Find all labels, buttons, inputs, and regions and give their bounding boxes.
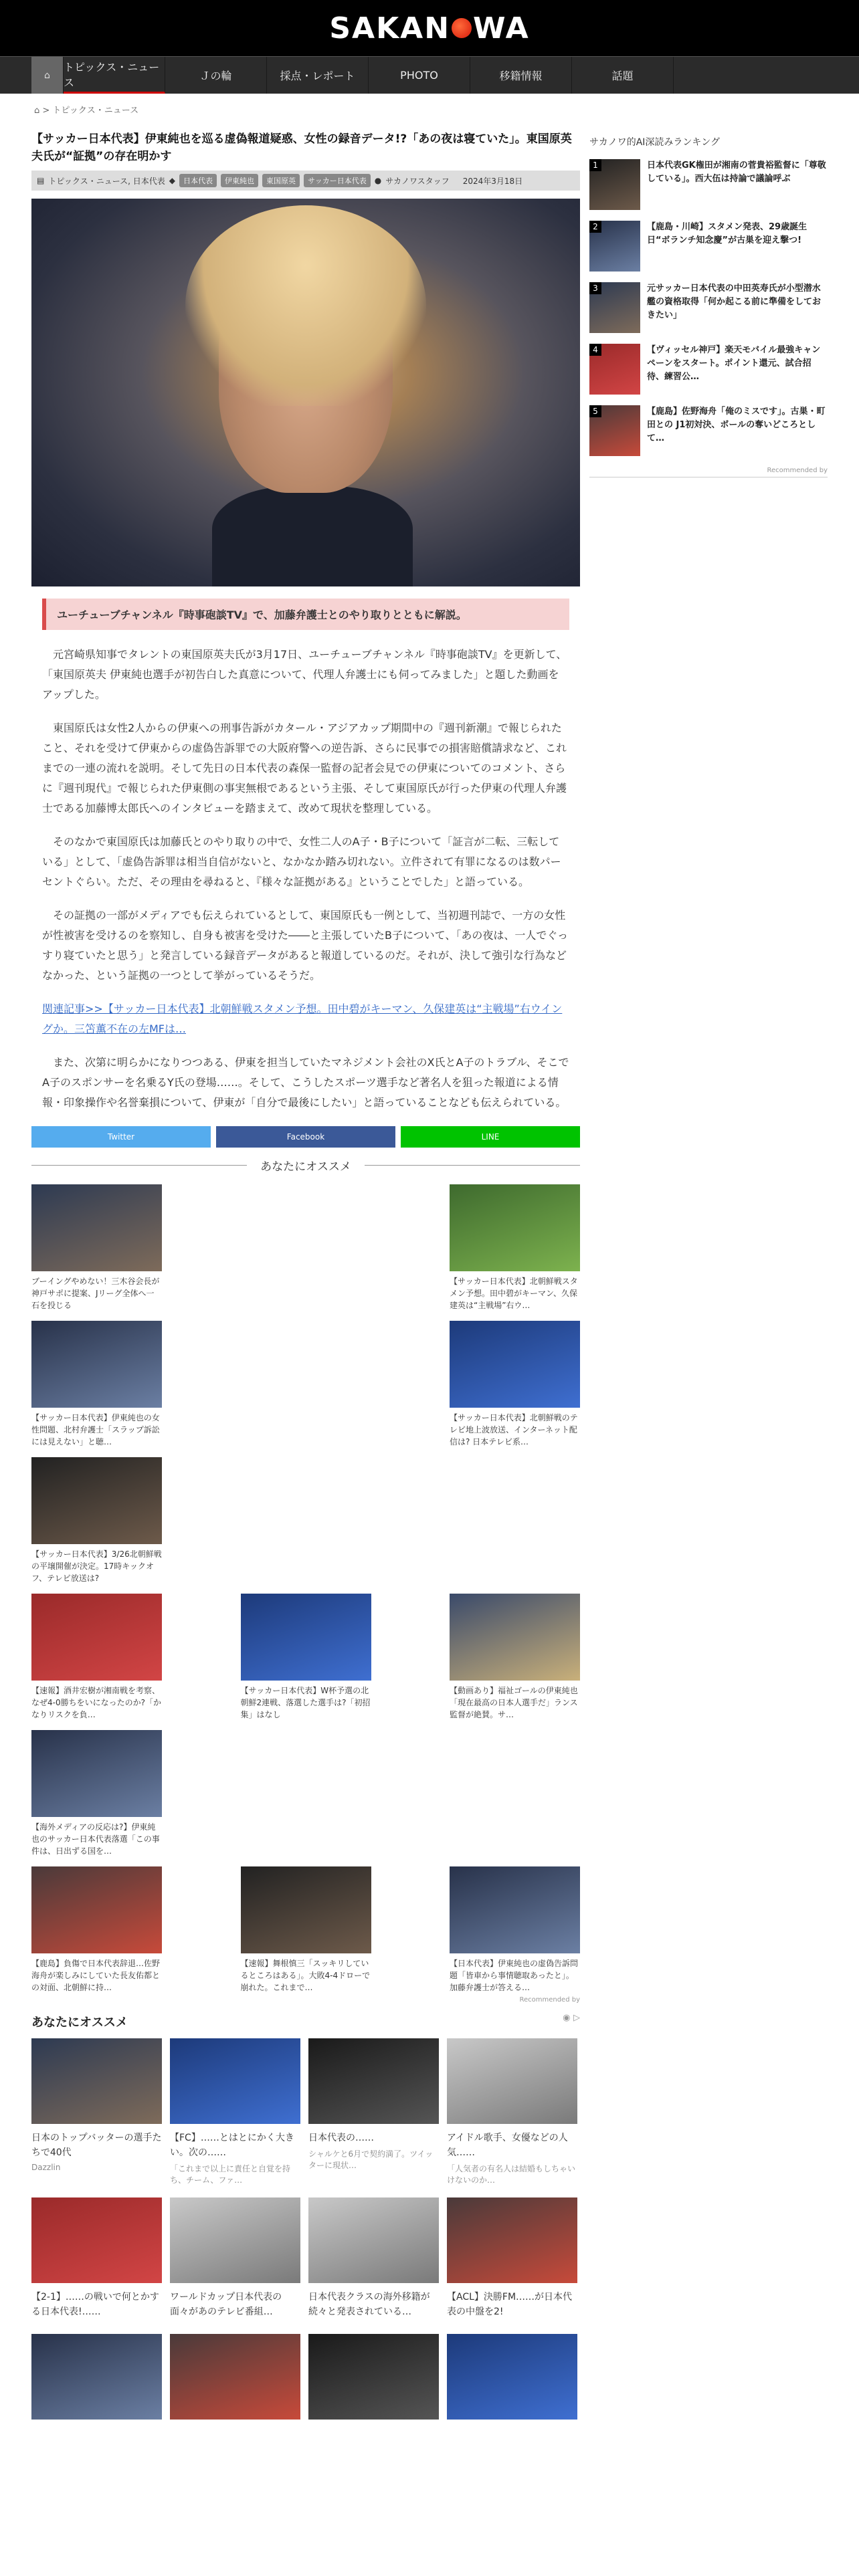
article-category[interactable]: トピックス・ニュース, 日本代表 [48, 176, 165, 186]
nav-item-j[interactable]: Ｊの輪 [165, 57, 267, 94]
nav-item-topic[interactable]: 話題 [572, 57, 674, 94]
article-column [31, 94, 580, 2420]
recommend-card[interactable]: 【日本代表】伊東純也の虚偽告訴問題「皆車から事情聴取あったと」。加藤弁護士が答える… [450, 1866, 580, 1995]
site-logo[interactable]: SAKAN WA [329, 11, 530, 45]
paragraph: 東国原氏は女性2人からの伊東への刑事告訴がカタール・アジアカップ期間中の『週刊新潮』で報じられたこと、それを受けて伊東からの虚偽告訴罪での大阪府警への逆告訴、さらに民事での損害賠償請求など、これまでの一連の流れを説明。そして先日の日本代表の森保一監督の記者会見での伊東についてのコメント、さらに『週刊現代』で報じられた伊東側の事実無根であるという主張、そして東国原氏が行った伊東の代理人弁護士である加藤博太郎氏へのインタビューを踏まえて、改めて現状を整理している。 [42, 722, 567, 815]
user-icon: ● [374, 176, 382, 185]
ranking-item[interactable]: 3 元サッカー日本代表の中田英寿氏が小型潜水艦の資格取得「何か起こる前に準備をしておきたい」 [589, 282, 828, 333]
ad-card[interactable] [447, 2334, 577, 2420]
sidebar-recommend-by: Recommended by [589, 467, 828, 477]
recommend-grid [31, 1184, 580, 1995]
tag[interactable]: 日本代表 [179, 174, 217, 187]
sidebar [589, 94, 828, 2420]
main-nav [0, 56, 859, 94]
paragraph: そのなかで東国原氏は加藤氏とのやり取りの中で、女性二人のA子・B子について「証言が二転、三転している」として、「虚偽告訴罪は相当自信がないと、なかなか踏み切れない。立件されて有罪になるのは数パーセントぐらい。ただ、その理由を尋ねると、『様々な証拠がある』ということでした」と語っている。 [42, 835, 561, 888]
ad-card[interactable]: アイドル歌手、女優などの人気…… 「人気者の有名人は結婚もしちゃいけないのか… [447, 2038, 577, 2185]
ad-card[interactable]: 日本のトップバッターの選手たちで40代 Dazzlin [31, 2038, 162, 2185]
article-lead: ユーチューブチャンネル『時事砲談TV』で、加藤弁護士とのやり取りとともに解説。 [42, 599, 569, 630]
recommend-card[interactable]: 【サッカー日本代表】3/26北朝鮮戦の平壌開催が決定。17時キックオフ、テレビ放送は? [31, 1457, 162, 1586]
nav-home-icon[interactable]: ⌂ [31, 57, 64, 94]
tag[interactable]: 東国原英 [262, 174, 300, 187]
recommend-heading: あなたにオススメ [31, 1157, 580, 1174]
ad-card[interactable]: 【ACL】決勝FM……が日本代表の中盤を2! [447, 2197, 577, 2322]
recommend-by: Recommended by [519, 1996, 580, 2004]
recommend-card[interactable]: 【速報】舞根慎三「スッキリしているところはある」。大敗4-4ドローで崩れた。これまで… [241, 1866, 371, 1995]
ad-card[interactable]: 【2-1】……の戦いで何とかする日本代表!…… [31, 2197, 162, 2322]
breadcrumb[interactable]: ⌂ > トピックス・ニュース [34, 106, 139, 116]
nav-item-topics[interactable]: トピックス・ニュース [64, 57, 165, 94]
recommend-card[interactable]: 【サッカー日本代表】W杯予選の北朝鮮2連戦、落選した選手は?「初招集」はなし [241, 1594, 371, 1722]
ad-card[interactable] [170, 2334, 300, 2420]
related-article-link[interactable]: 関連記事>>【サッカー日本代表】北朝鮮戦スタメン予想。田中碧がキーマン、久保建英は“主戦場”右ウイングか。三笘薫不在の左MFは… [42, 1002, 563, 1035]
recommend-card[interactable]: 【速報】酒井宏樹が湘南戦を考察、なぜ4-0勝ちをいになったのか?「かなりリスクを負… [31, 1594, 162, 1722]
share-line-button[interactable]: LINE [401, 1126, 580, 1148]
recommend-card[interactable]: 【サッカー日本代表】北朝鮮戦スタメン予想。田中碧がキーマン、久保建英は“主戦場”右ウ… [450, 1184, 580, 1313]
folder-icon: ▤ [37, 176, 45, 185]
tag[interactable]: サッカー日本代表 [304, 174, 371, 187]
paragraph: 元宮崎県知事でタレントの東国原英夫氏が3月17日、ユーチューブチャンネル『時事砲談TV』を更新して、「東国原英夫 伊東純也選手が初告白した真意について、代理人弁護士にも伺ってみました」と題した動画をアップした。 [42, 648, 567, 701]
ad-card[interactable]: 【FC】……とはとにかく大きい。次の…… 「これまで以上に責任と自覚を持ち、チーム、ファ… [170, 2038, 300, 2185]
ads-grid [31, 2038, 580, 2420]
sidebar-title: サカノワ的AI深読みランキング [589, 137, 721, 148]
ad-card[interactable] [31, 2334, 162, 2420]
ad-card[interactable] [308, 2334, 439, 2420]
recommend-card[interactable]: 【動画あり】福祉ゴールの伊東純也「現在最高の日本人選手だ」ランス監督が絶賛。サ… [450, 1594, 580, 1722]
nav-item-transfer[interactable]: 移籍情報 [470, 57, 572, 94]
hero-image [31, 199, 580, 586]
article-body [31, 645, 580, 1113]
article-date: 2024年3月18日 [462, 176, 523, 186]
ad-card[interactable]: 日本代表の…… シャルケと6月で契約満了。ツイッターに現状… [308, 2038, 439, 2185]
nav-item-photo[interactable]: PHOTO [369, 57, 470, 94]
article-meta [31, 171, 580, 191]
ad-card[interactable]: 日本代表クラスの海外移籍が続々と発表されている… [308, 2197, 439, 2322]
ranking-item[interactable]: 2 【鹿島・川崎】スタメン発表、29歳誕生日“ボランチ知念慶”が古巣を迎え撃つ! [589, 221, 828, 272]
article-author: サカノワスタッフ [385, 176, 450, 186]
ball-icon [452, 18, 472, 38]
share-twitter-button[interactable]: Twitter [31, 1126, 211, 1148]
paragraph: また、次第に明らかになりつつある、伊東を担当していたマネジメント会社のX氏とA子のトラブル、そこでA子のスポンサーを名乗るY氏の登場……。そして、こうしたスポーツ選手など著名人を狙った報道による情報・印象操作や名誉棄損について、伊東が「自分で最後にしたい」と語っていることなども伝えられている。 [42, 1056, 569, 1109]
nav-item-report[interactable]: 採点・レポート [267, 57, 369, 94]
ad-card[interactable]: ワールドカップ日本代表の面々があのテレビ番組… [170, 2197, 300, 2322]
paragraph: その証拠の一部がメディアでも伝えられているとして、東国原氏も一例として、当初週刊誌で、一方の女性が性被害を受けるのを察知し、自身も被害を受けた――と主張していたB子について、「あの夜は、一人でぐっすり寝ていたと思う」と発言している録音データがあると報道しているのだ。それが、決して強引な行為などなかった、という証拠の一つとして挙がっているそうだ。 [42, 909, 569, 982]
recommend-card[interactable]: 【サッカー日本代表】北朝鮮戦のテレビ地上波放送、インターネット配信は? 日本テレビ系… [450, 1321, 580, 1449]
header-bar [0, 0, 859, 56]
recommend-card[interactable]: 【海外メディアの反応は?】伊東純也のサッカー日本代表落選「この事件は、日出ずる国を… [31, 1730, 162, 1858]
ads-heading: あなたにオススメ [31, 2016, 128, 2030]
share-facebook-button[interactable]: Facebook [216, 1126, 395, 1148]
ads-header [31, 2013, 580, 2030]
ranking-item[interactable]: 5 【鹿島】佐野海舟「俺のミスです」。古巣・町田との J1初対決、ボールの奪いどころとして… [589, 405, 828, 456]
adchoices-icon[interactable]: ◉ ▷ [563, 2013, 580, 2023]
ranking-item[interactable]: 4 【ヴィッセル神戸】楽天モバイル最強キャンペーンをスタート。ポイント還元、試合招待、練習公… [589, 344, 828, 395]
share-bar [31, 1126, 580, 1148]
tag[interactable]: 伊東純也 [221, 174, 258, 187]
recommend-card[interactable]: 【鹿島】負傷で日本代表辞退…佐野海舟が楽しみにしていた長友佑都との対面、北朝鮮に持… [31, 1866, 162, 1995]
ranking-item[interactable]: 1 日本代表GK権田が湘南の菅貴裕監督に「尊敬している」。西大伍は持論で議論呼ぶ [589, 159, 828, 210]
tag-icon: ◆ [169, 176, 176, 185]
article-title: 【サッカー日本代表】伊東純也を巡る虚偽報道疑惑、女性の録音データ!?「あの夜は寝ていた」。東国原英夫氏が“証拠”の存在明かす [31, 132, 572, 163]
recommend-card[interactable]: 【サッカー日本代表】伊東純也の女性問題、北村弁護士「スラップ訴訟には見えない」と聴… [31, 1321, 162, 1449]
recommend-card[interactable]: ブーイングやめない！三木谷会長が神戸サポに提案、Jリーグ全体へ一石を投じる [31, 1184, 162, 1313]
